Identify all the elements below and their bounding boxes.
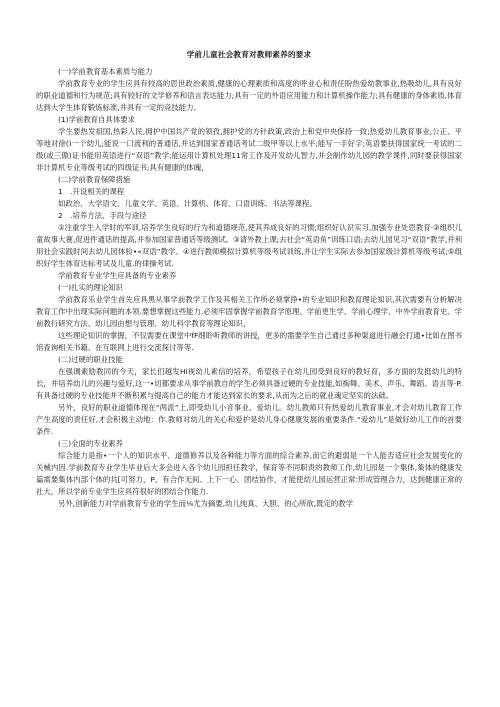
- paragraph: 在强调素励教同的今天，家长们越发Hi视幼儿素信的培养，希望孩子在幼儿园受到良好的教好育，多方面的发挺幼儿的特长，并培养幼儿的兴趣与爱好,这一•切都要求从事学前教自的学生必须具备过硬的专业技能,如掏舞、美术、声乐、舞蹈、语言等·P.有具备过硬的专业技能并不断积累与提高自己的能力才能达到家长的要求,从而为之后的就业魂定坚实的法础。: [36, 367, 462, 400]
- paragraph: 另外,创新能力对学前教育专业的学生而⅛尤为摘要,幼儿纯真、大胆、的心所欲,既定的教学: [58, 499, 354, 508]
- section-heading: (一)学前教育基本素质与能力: [58, 67, 153, 76]
- list-line: 学前教育专业学生应具备的专业素养: [58, 271, 177, 280]
- list-line: 如政治、大学语文、儿童文学、英语、计算机、体育、口语训练、书法等课程。: [58, 199, 317, 208]
- list-line: 1 .开设相关的课程: [58, 187, 125, 196]
- paragraph: ①注重学生入学时的军训,培养学生良好的行为和道德规范,使其养成良好的习惯;组织好认识实习,加强专业处思教育·②组织儿童故事大赛,促进件通话的提高,并参加国家普通话等级测试。③请外教上课;去社会“英语角”训练口语;去幼儿园见习“双语”教学,并利用社会实践时间去幼儿园体验•«双语”教学。④进行教师模拟计算机等级考试训练,并让学生实际去参加国家级计算机等级考试;⑤组织好学生体育达标考试及儿童.的律操考试.: [36, 223, 462, 268]
- paragraph: 学前教育乐业学生首先应具黑从事学前教学工作及其相关工作所必须掌挣•的专业知识和教育理论知识,其次需要有分析解决教育工作中出现实际问题的本领.要想掌握这些能力.必须牢固掌握学前教育学原理、学前更生学、学前心理学、中外学前教育史、学前教行研究方法、幼儿园由想与管理、幼儿科学教育等理论知识，: [36, 295, 462, 328]
- subsection-heading: (一)扎实的理论知识: [58, 283, 123, 292]
- paragraph: 学前教育专业的学生应具有较高的思世政治素质,健康的心理素质和高度的呼业心和责任盼热爱幼教事业,热吸幼儿,具有良好的职业道德和行为规范;具有较好的文学修养和语言表达能力;具有一定的外语应用能力和计算机操作能力;具有健康的身体素质,体育达到大学生体育锻炼标准,并具有一定的竞技能力。: [36, 79, 462, 112]
- subsection-heading: (二)过硬的职业技能: [58, 355, 123, 364]
- paragraph: 综合能力是指•一个人的知识水平、道德修养以及各种能力等方面的综合素养,而它的避弱是一个人能否适应社会发展变化的关械内因.学前教育专业学生毕业后大多会进入各个幼儿园担任教学，保育等不同职责的教师工作,幼儿园是一个集体,集体的健康发篇需要集体内部个体的共[可努力，P、有合作无间、上下一心、团结协作，才能使幼儿园运营正常:形成管理合力，达到健康正常的社大，所以学前专业学生应具符很好的团结合作能力.: [36, 451, 462, 496]
- paragraph: 另外，良好的职业道德体现在“两派”上,即受幼儿小音事业、爱幼儿。幼儿教师只有热爱幼儿教育事业,才会对幼儿教育工作产生高度的责任好,才会积极主动地：作.教师对幼儿的关心和爱护是幼儿身心健康发展的重要条件.“爱幼儿”是做好幼儿工作的首要条件.: [36, 403, 462, 436]
- list-line: 2 .培养方法、手段与途径: [58, 211, 147, 220]
- subsection-heading: (1)学前教育自具体要求: [58, 115, 135, 124]
- document-body: [36, 66, 462, 510]
- subsection-heading: (二)学前教育保障措施: [58, 175, 131, 184]
- document-title: 学前儿童社会教育对教师素养的要求: [186, 50, 312, 59]
- subsection-heading: (三)全面的专业素养: [58, 439, 123, 448]
- paragraph: 学生要热发祖国,热彩人民,拥护中国共产党的领孜,拥护党的方针政策,政治上和党中央保持一致;热爱幼儿教育事业,公正、平等地对徐()一个幼儿;能说一口流利的普通话,并达到国家普通话考试二级甲等以上水平;能写一手好字;英语要扶得国家统一考试的二级(或三傲)证书能用英语进行“双语”教学;能运用计算机处理11常工作及开发幼儿智力,并会制作幼儿园的教学课件,同时要获得国家非计算机专业等级考试的四级证书;具有健康的体魄，: [36, 127, 462, 172]
- paragraph: 这些理论知识的掌握，不仅需要在课堂中fF细聆听教师的讲授，更多的需要学生自己通过多种渠道进行融会打通•比如在图书馆查询相关书籍、在互联网上进行交流探讨等等.: [36, 331, 462, 352]
